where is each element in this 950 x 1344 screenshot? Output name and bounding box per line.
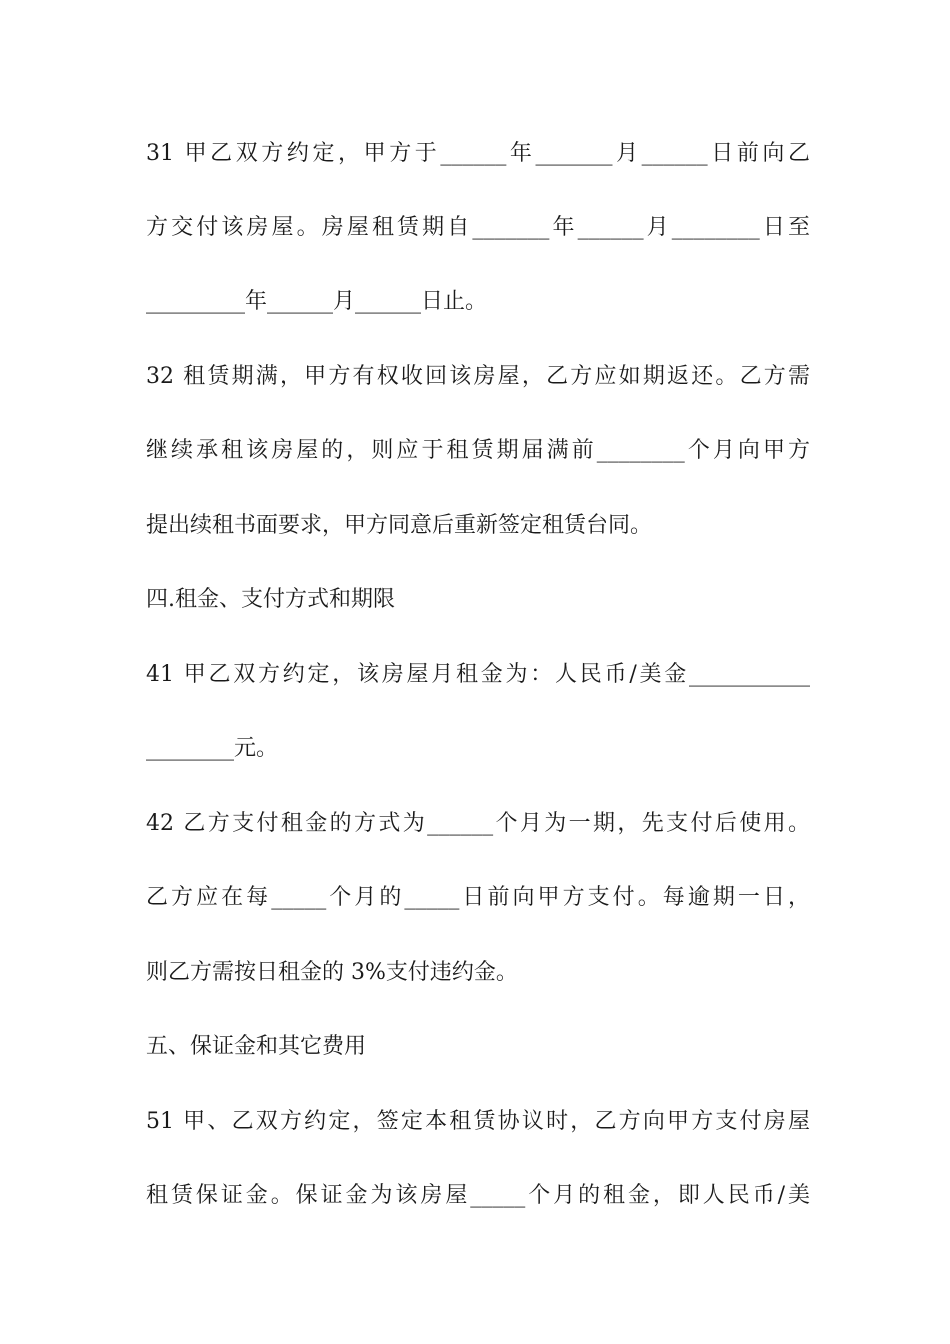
text-line-3: _________年______月______日止。 (146, 289, 488, 314)
text-line-8: 41 甲乙双方约定，该房屋月租金为：人民币/美金___________ (146, 662, 810, 687)
text-line-14: 51 甲、乙双方约定，签定本租赁协议时，乙方向甲方支付房屋 (146, 1109, 810, 1134)
text-line-9: ________元。 (146, 736, 279, 761)
section-heading-5: 五、保证金和其它费用 (146, 1034, 367, 1059)
text-line-6: 提出续租书面要求，甲方同意后重新签定租赁台同。 (146, 513, 653, 538)
text-line-12: 则乙方需按日租金的 3%支付违约金。 (146, 960, 518, 985)
section-heading-4: 四.租金、支付方式和期限 (146, 587, 395, 612)
text-line-11: 乙方应在每_____个月的_____日前向甲方支付。每逾期一日， (146, 885, 810, 910)
text-line-5: 继续承租该房屋的，则应于租赁期届满前________个月向甲方 (146, 438, 810, 463)
text-line-4: 32 租赁期满，甲方有权收回该房屋，乙方应如期返还。乙方需 (146, 364, 810, 389)
text-line-2: 方交付该房屋。房屋租赁期自_______年______月________日至 (146, 215, 810, 240)
text-line-10: 42 乙方支付租金的方式为______个月为一期，先支付后使用。 (146, 811, 810, 836)
text-line-1: 31 甲乙双方约定，甲方于______年_______月______日前向乙 (146, 141, 810, 166)
text-line-15: 租赁保证金。保证金为该房屋_____个月的租金，即人民币/美 (146, 1183, 810, 1208)
